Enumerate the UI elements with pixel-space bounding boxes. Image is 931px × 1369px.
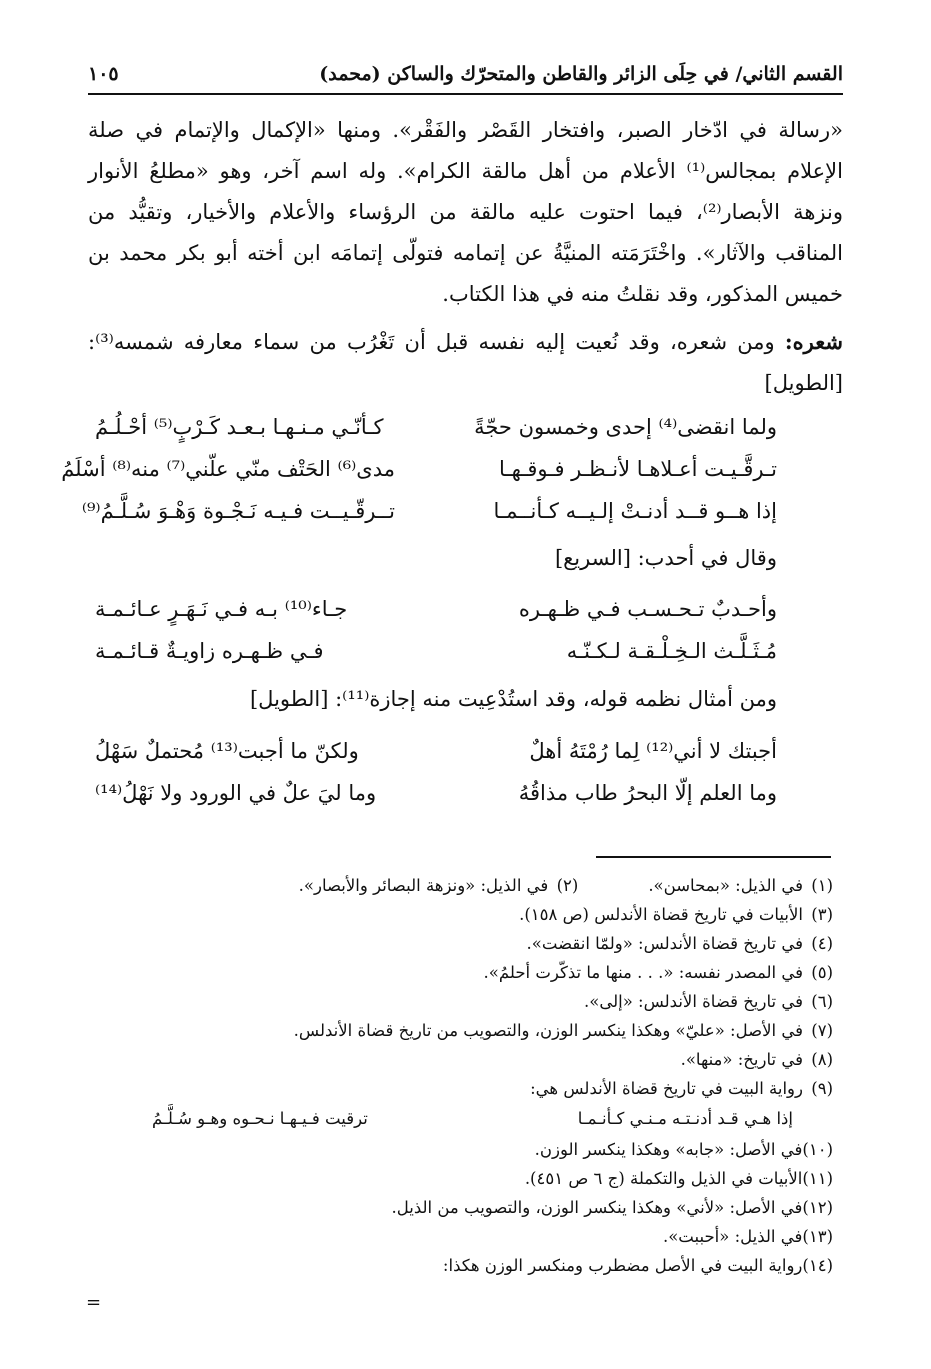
hemistich-right: وما العلم إلّا البحرُ طاب مذاقُهُ bbox=[518, 781, 777, 805]
hemistich-right: إذا هــو قــد أدنـتْ إلـيــه كـأنــمـا bbox=[493, 499, 777, 523]
footnote-text: في الأصل: «لأني» وهكذا ينكسر الوزن، والتصويب من الذيل. bbox=[391, 1198, 803, 1217]
hemistich-right: مُـثَـلَّـث الـخِـلْـقـة لـكـنّـه bbox=[566, 639, 777, 663]
hemistich-left: ترقيت فـيـهـا نـحـوه وهـو سُـلَّـمُ bbox=[152, 1109, 368, 1128]
footnote-3 bbox=[88, 900, 833, 929]
hemistich-right: تـرقَّـيـت أعـلاهـا لأنـظـر فـوقـهـا bbox=[499, 457, 777, 481]
intro-paragraph: «رسالة في ادّخار الصبر، وافتخار القَصْر والفَقْر». ومنها «الإكمال والإتمام في صلة الإعلام بمجالس⁽¹⁾ الأعلام من أهل مالقة الكرام». وله اسم آخر، وهو «مطلعُ الأنوار ونزهة الأبصار⁽²⁾، فيما احتوت عليه مالقة من الرؤساء والأعلام والأخيار، وتقيُّد من المناقب والآثار». واخْتَرَمَته المنيَّةُ عن إتمامه فتولّى إتمامَه ابن أخته أبو بكر محمد بن خميس المذكور، وقد نقلتُ منه في هذا الكتاب. bbox=[88, 118, 843, 306]
verse bbox=[95, 630, 777, 672]
footnote-text: في تاريخ قضاة الأندلس: «ولمّا انقضت». bbox=[526, 934, 803, 953]
footnote-7 bbox=[88, 1016, 833, 1045]
footnote-text: في تاريخ: «منها». bbox=[680, 1050, 803, 1069]
footnote-number: (١٣) bbox=[802, 1227, 833, 1246]
verse bbox=[95, 730, 777, 772]
footnote-4 bbox=[88, 929, 833, 958]
poem2-intro: وقال في أحدب: [السريع] bbox=[554, 546, 777, 570]
footnote-10 bbox=[88, 1135, 833, 1164]
header-rule bbox=[88, 93, 843, 95]
hemistich-right: إذا هـي قـد أدنـتـه مـنـي كـأنـمـا bbox=[577, 1109, 793, 1128]
footnote-text: في الأصل: «عليّ» وهكذا ينكسر الوزن، والتصويب من تاريخ قضاة الأندلس. bbox=[293, 1021, 803, 1040]
footnote-8 bbox=[88, 1045, 833, 1074]
verse bbox=[95, 588, 777, 630]
footnote-number: (٧) bbox=[811, 1021, 833, 1040]
header-title: القسم الثاني/ في حِلَى الزائر والقاطن والمتحرّك والساكن (محمد) bbox=[319, 63, 843, 85]
footnote-row bbox=[88, 871, 833, 900]
footnote-12 bbox=[88, 1193, 833, 1222]
footnote-number: (١) bbox=[811, 876, 833, 895]
hemistich-right: ولما انقضى⁽⁴⁾ إحدى وخمسون حجّةً bbox=[474, 415, 777, 439]
footnote-number: (٥) bbox=[811, 963, 833, 982]
footnote-number: (١٠) bbox=[802, 1140, 833, 1159]
verse bbox=[95, 772, 777, 814]
footnote-2 bbox=[299, 871, 579, 900]
poem-tawil-1 bbox=[61, 406, 777, 532]
footnote-9-verse bbox=[88, 1103, 833, 1135]
footnote-number: (٤) bbox=[811, 934, 833, 953]
footnote-text: في المصدر نفسه: «. . . منها ما تذكّرت أحلمُ». bbox=[483, 963, 803, 982]
footnote-number: (٦) bbox=[811, 992, 833, 1011]
hemistich-left: وما ليَ علٌ في الورود ولا نَهْلُ⁽¹⁴⁾ bbox=[95, 781, 377, 805]
footnote-number: (١١) bbox=[802, 1169, 833, 1188]
poem-tawil-2 bbox=[95, 730, 777, 814]
hemistich-left: كـأنّـي مـنـهـا بـعـد كَـرْبٍ⁽⁵⁾ أحْـلُـمُ bbox=[95, 415, 384, 439]
poem3-intro: ومن أمثال نظمه قوله، وقد استُدْعِيت منه إجازة⁽¹¹⁾: [الطويل] bbox=[249, 687, 777, 711]
footnote-number: (٩) bbox=[811, 1079, 833, 1098]
footnote-text: في الذيل: «ونزهة البصائر والأبصار». bbox=[298, 876, 549, 895]
footnote-text: في الأصل: «جابه» وهكذا ينكسر الوزن. bbox=[534, 1140, 803, 1159]
hemistich-left: مدى⁽⁶⁾ الحَتْف منّي علّني⁽⁷⁾ منه⁽⁸⁾ أسْلَمُ bbox=[61, 457, 395, 481]
footnote-number: (٨) bbox=[811, 1050, 833, 1069]
hemistich-left: ولكنّ ما أجبت⁽¹³⁾ مُحتملٌ سَهْلُ bbox=[95, 739, 359, 763]
footnote-text: في الذيل: «أحببت». bbox=[662, 1227, 803, 1246]
footnote-11 bbox=[88, 1164, 833, 1193]
footnote-1 bbox=[648, 871, 833, 900]
main-text bbox=[88, 110, 843, 404]
hemistich-left: تــرقّـيــت فـيـه نَـجْـوة وَهْـوَ سُـلَّـمُ⁽⁹⁾ bbox=[81, 499, 395, 523]
hemistich-left: فـي ظـهـره زاويـةٌ قـائـمـة bbox=[95, 639, 324, 663]
footnote-9 bbox=[88, 1074, 833, 1103]
poetry-intro-text: ومن شعره، وقد نُعيت إليه نفسه قبل أن تَغْرُب من سماء معارفه شمسه⁽³⁾: [الطويل] bbox=[88, 330, 843, 395]
continuation-mark: = bbox=[86, 1292, 102, 1313]
footnote-13 bbox=[88, 1222, 833, 1251]
footnote-text: في الذيل: «بمحاسن». bbox=[648, 876, 803, 895]
footnote-text: في تاريخ قضاة الأندلس: «إلى». bbox=[584, 992, 803, 1011]
footnote-number: (٢) bbox=[556, 876, 579, 895]
verse bbox=[81, 490, 777, 532]
hemistich-left: جـاء⁽¹⁰⁾ بـه فـي نَـهَـرٍ عـائـمـة bbox=[95, 597, 348, 621]
hemistich-right: أجبتك لا أني⁽¹²⁾ لِما رُمْتَهُ أهلٌ bbox=[529, 739, 777, 763]
footnote-6 bbox=[88, 987, 833, 1016]
footnote-14 bbox=[88, 1251, 833, 1280]
footnote-number: (١٤) bbox=[802, 1256, 833, 1275]
footnote-text: الأبيات في تاريخ قضاة الأندلس (ص ١٥٨). bbox=[519, 905, 803, 924]
page-number: ١٠٥ bbox=[88, 63, 119, 85]
footnote-text: رواية البيت في تاريخ قضاة الأندلس هي: bbox=[530, 1079, 803, 1098]
footnote-number: (٣) bbox=[811, 905, 833, 924]
footnote-text: رواية البيت في الأصل مضطرب ومنكسر الوزن هكذا: bbox=[442, 1256, 803, 1275]
footnotes bbox=[88, 871, 833, 1280]
verse bbox=[95, 406, 777, 448]
footnote-rule bbox=[596, 856, 831, 858]
poem-sari bbox=[95, 588, 777, 672]
poetry-lead-word: شعره: bbox=[784, 329, 843, 354]
footnote-5 bbox=[88, 958, 833, 987]
running-header bbox=[88, 58, 843, 90]
footnote-number: (١٢) bbox=[802, 1198, 833, 1217]
poetry-intro-paragraph bbox=[88, 321, 843, 404]
verse bbox=[61, 448, 777, 490]
hemistich-right: وأحـدبٌ تـحـسـب فـي ظـهـره bbox=[518, 597, 777, 621]
footnote-text: الأبيات في الذيل والتكملة (ج ٦ ص ٤٥١). bbox=[524, 1169, 803, 1188]
